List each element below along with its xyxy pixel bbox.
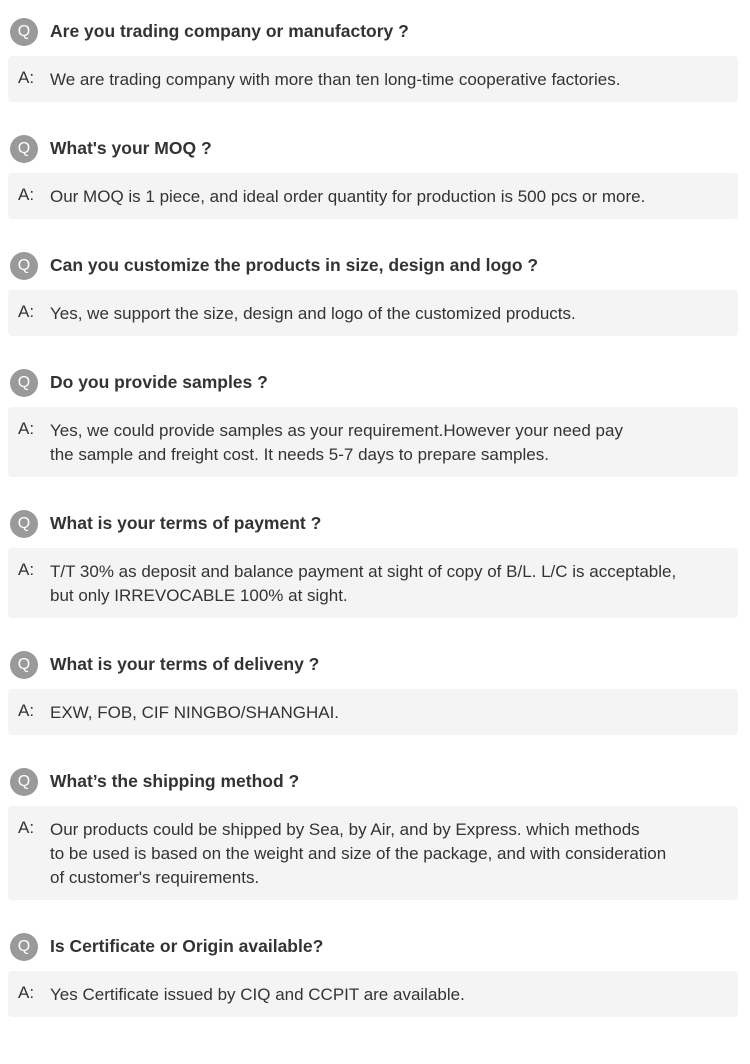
question-text: Are you trading company or manufactory ? <box>50 21 409 41</box>
answer-line: to be used is based on the weight and size of the package, and with consideration <box>50 844 667 863</box>
question-text: Is Certificate or Origin available? <box>50 936 324 956</box>
answer-text <box>50 185 730 209</box>
answer-line: the sample and freight cost. It needs 5-7 days to prepare samples. <box>50 445 549 464</box>
question-text: What's your MOQ ? <box>50 138 212 158</box>
answer-line: Our products could be shipped by Sea, by Air, and by Express. which methods <box>50 820 640 839</box>
question-text: Do you provide samples ? <box>50 372 268 392</box>
answer-box <box>8 173 738 219</box>
answer-line: EXW, FOB, CIF NINGBO/SHANGHAI. <box>50 703 340 722</box>
question-badge-icon: Q <box>10 768 38 796</box>
answer-label: A: <box>18 185 35 204</box>
answer-line: Our MOQ is 1 piece, and ideal order quantity for production is 500 pcs or more. <box>50 187 646 206</box>
answer-line: of customer's requirements. <box>50 868 260 887</box>
answer-line: Yes, we could provide samples as your requirement.However your need pay <box>50 421 623 440</box>
answer-line: We are trading company with more than ten long-time cooperative factories. <box>50 70 621 89</box>
answer-text <box>50 68 730 92</box>
answer-label: A: <box>18 983 35 1002</box>
answer-label: A: <box>18 560 35 579</box>
answer-label: A: <box>18 419 35 438</box>
question-row <box>0 766 750 794</box>
faq-item <box>0 931 750 1004</box>
faq-item <box>0 649 750 722</box>
answer-box <box>8 971 738 1017</box>
question-row <box>0 931 750 959</box>
question-row <box>0 16 750 44</box>
answer-box <box>8 56 738 102</box>
question-badge-icon: Q <box>10 651 38 679</box>
question-row <box>0 649 750 677</box>
answer-line: Yes Certificate issued by CIQ and CCPIT are available. <box>50 985 465 1004</box>
answer-label: A: <box>18 818 35 837</box>
answer-box <box>8 806 738 900</box>
question-row <box>0 508 750 536</box>
faq-item <box>0 16 750 89</box>
faq-item <box>0 133 750 206</box>
answer-box <box>8 290 738 336</box>
answer-text <box>50 560 730 608</box>
question-text: What is your terms of payment ? <box>50 513 322 533</box>
question-badge-icon: Q <box>10 252 38 280</box>
answer-line: T/T 30% as deposit and balance payment at sight of copy of B/L. L/C is acceptable, <box>50 562 677 581</box>
answer-label: A: <box>18 68 35 87</box>
answer-text <box>50 419 730 467</box>
answer-box <box>8 689 738 735</box>
answer-text <box>50 983 730 1007</box>
faq-item <box>0 367 750 464</box>
answer-box <box>8 548 738 618</box>
answer-label: A: <box>18 701 35 720</box>
question-row <box>0 367 750 395</box>
question-badge-icon: Q <box>10 135 38 163</box>
faq-item <box>0 508 750 605</box>
faq-item <box>0 250 750 323</box>
answer-text <box>50 818 730 890</box>
answer-box <box>8 407 738 477</box>
question-row <box>0 133 750 161</box>
question-badge-icon: Q <box>10 510 38 538</box>
answer-label: A: <box>18 302 35 321</box>
question-row <box>0 250 750 278</box>
question-text: What is your terms of deliveny ? <box>50 654 320 674</box>
question-text: Can you customize the products in size, design and logo ? <box>50 255 539 275</box>
answer-text <box>50 701 730 725</box>
answer-text <box>50 302 730 326</box>
question-badge-icon: Q <box>10 369 38 397</box>
answer-line: but only IRREVOCABLE 100% at sight. <box>50 586 348 605</box>
question-text: What’s the shipping method ? <box>50 771 300 791</box>
question-badge-icon: Q <box>10 18 38 46</box>
question-badge-icon: Q <box>10 933 38 961</box>
faq-item <box>0 766 750 887</box>
answer-line: Yes, we support the size, design and logo of the customized products. <box>50 304 576 323</box>
